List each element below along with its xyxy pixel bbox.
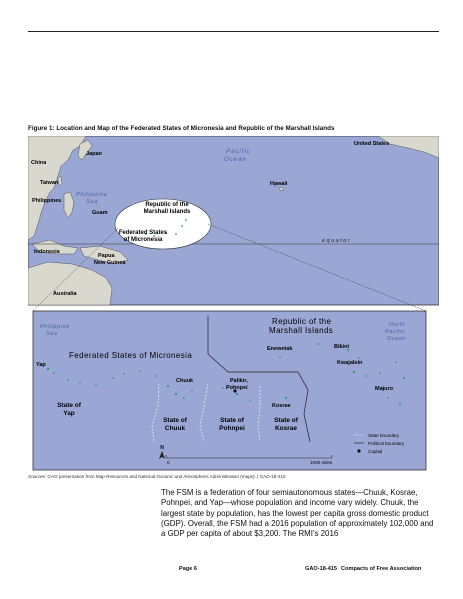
place-guam: Guam — [92, 210, 108, 216]
place-enewetak: Enewetak — [267, 346, 293, 352]
state-pohnpei-2: Pohnpei — [219, 425, 245, 432]
place-chuuk: Chuuk — [176, 378, 194, 384]
place-indonesia: Indonesia — [34, 249, 60, 255]
place-kosrae: Kosrae — [272, 403, 291, 409]
overview-map — [28, 136, 439, 305]
place-philippines: Philippines — [32, 198, 62, 204]
overview-sea-label-2: Sea — [86, 199, 99, 205]
state-chuuk-1: State of — [163, 417, 187, 424]
state-yap-2: Yap — [63, 410, 75, 417]
place-bikini: Bikini — [334, 344, 349, 350]
place-japan: Japan — [86, 151, 102, 157]
compass-label: N — [160, 445, 164, 451]
scale-end: 1000 miles — [310, 460, 333, 465]
detail-sea-1: Philippine — [40, 324, 70, 330]
highlight-fsm-1: Federated States — [118, 230, 168, 236]
overview-equator-label: equator — [322, 238, 352, 244]
report-id: GAO-18-415 — [305, 566, 338, 572]
detail-ocean-1: North — [389, 322, 406, 328]
overview-ocean-label-1: Pacific — [226, 149, 251, 155]
place-papua-2: New Guinea — [94, 260, 126, 266]
report-footer — [305, 566, 421, 572]
highlight-rmi-1: Republic of the — [145, 202, 189, 208]
body-paragraph: The FSM is a federation of four semiautonomous states—Chuuk, Kosrae, Pohnpei, and Yap—whose population and income vary widely. Chuuk, the largest state by population, has the lowest per capita gross domestic product (GDP). Overall, the FSM had a 2016 population of approximately 102,000 and a GDP per capita of about $3,200. The RMI’s 2016 — [161, 488, 434, 539]
scale-start: 0 — [167, 460, 170, 465]
legend-state-boundary: State boundary — [368, 433, 400, 438]
detail-map — [33, 311, 426, 470]
place-united-states: United States — [354, 141, 390, 147]
place-hawaii: Hawaii — [270, 181, 288, 187]
report-title: Compacts of Free Association — [341, 566, 422, 572]
detail-rmi-1: Republic of the — [272, 317, 332, 326]
place-taiwan: Taiwan — [40, 180, 59, 186]
place-majuro: Majuro — [375, 386, 394, 392]
state-chuuk-2: Chuuk — [164, 425, 186, 432]
figure-maps — [28, 136, 439, 471]
detail-ocean-2: Pacific — [385, 329, 406, 335]
state-kosrae-2: Kosrae — [274, 425, 298, 432]
top-rule — [28, 31, 439, 32]
place-pohnpei: Pohnpei — [226, 385, 248, 391]
detail-sea-2: Sea — [46, 331, 58, 337]
highlight-rmi-2: Marshall Islands — [143, 209, 191, 215]
legend-capital: Capital — [368, 449, 383, 454]
figure-title: Figure 1: Location and Map of the Federated States of Micronesia and Republic of the Marshall Islands — [28, 125, 335, 132]
place-australia: Australia — [53, 291, 77, 297]
place-papua-1: Papua — [98, 253, 115, 259]
state-kosrae-1: State of — [274, 417, 298, 424]
detail-ocean-3: Ocean — [387, 336, 407, 342]
detail-fsm: Federated States of Micronesia — [69, 351, 193, 360]
place-china: China — [31, 160, 47, 166]
overview-ocean-label-2: Ocean — [224, 157, 247, 163]
place-kwajalein: Kwajalein — [337, 360, 363, 366]
place-yap: Yap — [36, 362, 46, 368]
highlight-fsm-2: of Micronesia — [123, 237, 163, 243]
overview-sea-label-1: Philippine — [76, 192, 108, 198]
detail-rmi-2: Marshall Islands — [269, 326, 334, 335]
page-number: Page 6 — [179, 566, 198, 572]
place-palikir: Palikir, — [230, 378, 248, 384]
state-yap-1: State of — [57, 402, 81, 409]
legend-political-boundary: Political boundary — [368, 441, 405, 446]
figure-sources: Sources: GAO presentation from Map Resources and National Oceanic and Atmospheric Administration (maps). | GAO-18-415 — [28, 474, 286, 479]
state-pohnpei-1: State of — [220, 417, 244, 424]
